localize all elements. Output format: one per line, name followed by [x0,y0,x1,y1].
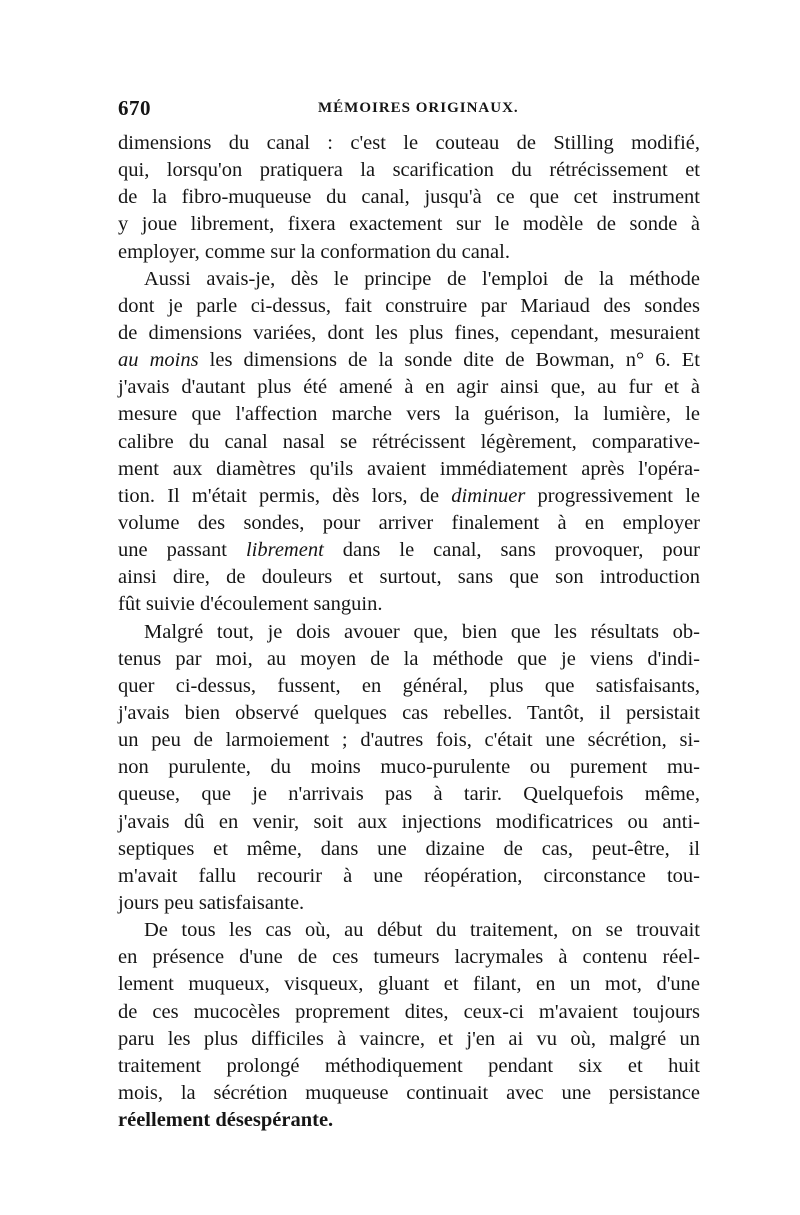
text-run: tion. Il m'était permis, dès lors, de [118,484,452,507]
text-line: tenus par moi, au moyen de la méthode que je viens d'indi- [118,647,700,670]
text-line: de dimensions variées, dont les plus fines, cependant, mesuraient [118,321,700,344]
text-line: non purulente, du moins muco-purulente ou purement mu- [118,756,700,779]
text-line: un peu de larmoiement ; d'autres fois, c'était une sécrétion, si- [118,729,700,752]
text-line [118,347,700,374]
text-run: progressivement le [525,484,700,507]
text-line: mois, la sécrétion muqueuse continuait avec une persistance [118,1081,700,1104]
text-run: une passant [118,539,246,562]
text-line: mesure que l'affection marche vers la guérison, la lumière, le [118,403,700,426]
text-line: Malgré tout, je dois avouer que, bien que les résultats ob- [144,620,700,643]
text-line: septiques et même, dans une dizaine de cas, peut-être, il [118,837,700,860]
text-line: j'avais d'autant plus été amené à en agir ainsi que, au fur et à [118,376,700,399]
text-line [118,537,700,564]
text-line: dimensions du canal : c'est le couteau de Stilling modifié, [118,132,700,154]
text-line: qui, lorsqu'on pratiquera la scarification du rétrécissement et [118,159,700,182]
text-line: fût suivie d'écoulement sanguin. [118,593,383,616]
text-line: Aussi avais-je, dès le principe de l'emploi de la méthode [144,267,700,290]
text-line: j'avais dû en venir, soit aux injections modificatrices ou anti- [118,810,700,833]
italic-term: diminuer [451,484,526,507]
text-line: calibre du canal nasal se rétrécissent légèrement, comparative- [118,430,700,453]
paragraph-3 [118,619,700,918]
text-line: quer ci-dessus, fussent, en général, plus que satisfaisants, [118,674,700,697]
text-line: volume des sondes, pour arriver finalement à en employer [118,511,700,534]
text-line: employer, comme sur la conformation du canal. [118,240,510,263]
text-line: en présence d'une de ces tumeurs lacrymales à contenu réel- [118,946,700,969]
text-line: paru les plus difficiles à vaincre, et j'en ai vu où, malgré un [118,1027,700,1050]
paragraph-4 [118,917,700,1134]
italic-term: librement [245,539,324,562]
running-head [118,96,700,124]
text-line: dont je parle ci-dessus, fait construire par Mariaud des sondes [118,294,700,317]
italic-term: au moins [118,349,199,372]
body-text [118,130,700,1134]
text-line: de la fibro-muqueuse du canal, jusqu'à ce que cet instrument [118,186,700,209]
text-line: réellement désespérante. [118,1109,334,1132]
running-title: MÉMOIRES ORIGINAUX. [318,100,519,116]
text-line: de ces mucocèles proprement dites, ceux-ci m'avaient toujours [118,1000,700,1023]
text-line: j'avais bien observé quelques cas rebelles. Tantôt, il persistait [118,701,700,724]
text-line: ainsi dire, de douleurs et surtout, sans que son introduction [118,566,700,589]
text-line [118,483,700,510]
paragraph-2 [118,266,700,619]
paragraph-1 [118,130,700,266]
text-line: lement muqueux, visqueux, gluant et filant, en un mot, d'une [118,973,700,996]
text-line: jours peu satisfaisante. [118,891,305,914]
text-run: dans le canal, sans provoquer, pour [323,539,700,562]
text-line: De tous les cas où, au début du traitement, on se trouvait [144,919,700,942]
text-line: m'avait fallu recourir à une réopération, circonstance tou- [118,864,700,887]
text-run: les dimensions de la sonde dite de Bowman, n° 6. Et [198,349,700,372]
page-number: 670 [118,96,151,120]
text-line: queuse, que je n'arrivais pas à tarir. Quelquefois même, [118,783,700,806]
text-line: ment aux diamètres qu'ils avaient immédiatement après l'opéra- [118,457,700,480]
text-line: y joue librement, fixera exactement sur le modèle de sonde à [118,213,700,236]
text-line: traitement prolongé méthodiquement pendant six et huit [118,1054,700,1077]
